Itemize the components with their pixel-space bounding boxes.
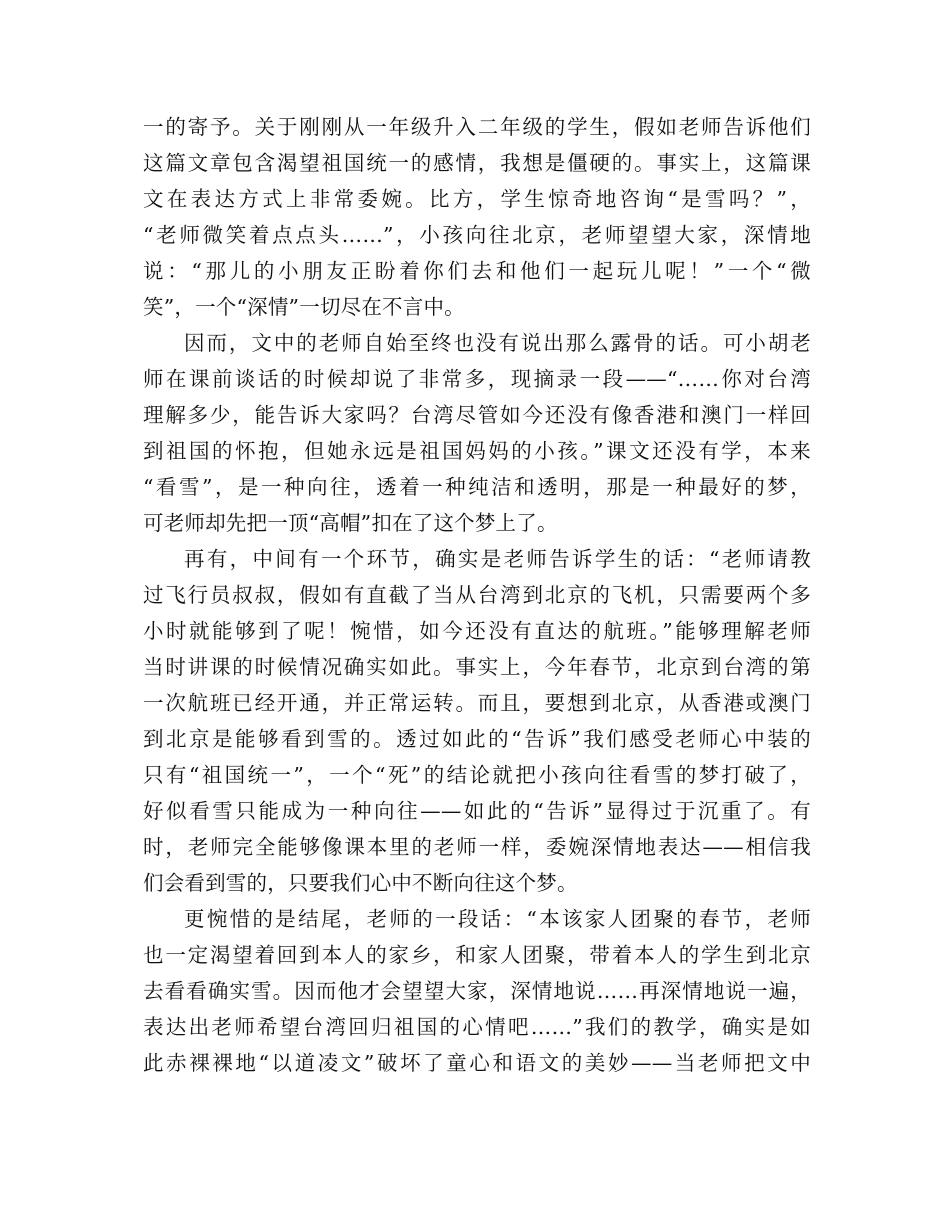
text-line: 也一定渴望着回到本人的家乡，和家人团聚，带着本人的学生到北京 xyxy=(143,943,811,967)
text-line: 只有“祖国统一”，一个“死”的结论就把小孩向往看雪的梦打破了， xyxy=(143,763,811,787)
text-line: 到北京是能够看到雪的。透过如此的“告诉”我们感受老师心中装的 xyxy=(143,727,811,751)
paragraph-2 xyxy=(143,325,811,541)
text-line: 这篇文章包含渴望祖国统一的感情，我想是僵硬的。事实上，这篇课 xyxy=(143,151,811,175)
paragraph-3 xyxy=(143,541,811,901)
text-line: 一的寄予。关于刚刚从一年级升入二年级的学生，假如老师告诉他们 xyxy=(143,115,811,139)
text-line: 到祖国的怀抱，但她永远是祖国妈妈的小孩。”课文还没有学，本来 xyxy=(143,439,811,463)
paragraph-4 xyxy=(143,901,811,1081)
text-line: 再有，中间有一个环节，确实是老师告诉学生的话：“老师请教 xyxy=(184,547,811,571)
text-line: 因而，文中的老师自始至终也没有说出那么露骨的话。可小胡老 xyxy=(184,331,811,355)
text-line: “看雪”，是一种向往，透着一种纯洁和透明，那是一种最好的梦， xyxy=(143,475,811,499)
text-line: 好似看雪只能成为一种向往——如此的“告诉”显得过于沉重了。有 xyxy=(143,799,811,823)
text-line: 师在课前谈话的时候却说了非常多，现摘录一段——“……你对台湾 xyxy=(143,367,811,391)
text-line: 表达出老师希望台湾回归祖国的心情吧……”我们的教学，确实是如 xyxy=(143,1015,811,1039)
document-body xyxy=(143,109,811,1081)
text-line: 们会看到雪的，只要我们心中不断向往这个梦。 xyxy=(143,871,578,895)
text-line: 更惋惜的是结尾，老师的一段话：“本该家人团聚的春节，老师 xyxy=(184,907,811,931)
text-line: 说：“那儿的小朋友正盼着你们去和他们一起玩儿呢！”一个“微 xyxy=(143,259,811,283)
text-line: 笑”，一个“深情”一切尽在不言中。 xyxy=(143,295,465,319)
text-line: 一次航班已经开通，并正常运转。而且，要想到北京，从香港或澳门 xyxy=(143,691,811,715)
text-line: 时，老师完全能够像课本里的老师一样，委婉深情地表达——相信我 xyxy=(143,835,811,859)
text-line: 过飞行员叔叔，假如有直截了当从台湾到北京的飞机，只需要两个多 xyxy=(143,583,811,607)
paragraph-1 xyxy=(143,109,811,325)
text-line: 此赤裸裸地“以道凌文”破坏了童心和语文的美妙——当老师把文中 xyxy=(143,1051,811,1075)
text-line: “老师微笑着点点头……”，小孩向往北京，老师望望大家，深情地 xyxy=(143,223,811,247)
text-line: 当时讲课的时候情况确实如此。事实上，今年春节，北京到台湾的第 xyxy=(143,655,811,679)
text-line: 理解多少，能告诉大家吗？台湾尽管如今还没有像香港和澳门一样回 xyxy=(143,403,811,427)
text-line: 去看看确实雪。因而他才会望望大家，深情地说……再深情地说一遍， xyxy=(143,979,811,1003)
text-line: 可老师却先把一顶“高帽”扣在了这个梦上了。 xyxy=(143,511,558,535)
text-line: 小时就能够到了呢！惋惜，如今还没有直达的航班。”能够理解老师 xyxy=(143,619,811,643)
text-line: 文在表达方式上非常委婉。比方，学生惊奇地咨询“是雪吗？”， xyxy=(143,187,811,211)
